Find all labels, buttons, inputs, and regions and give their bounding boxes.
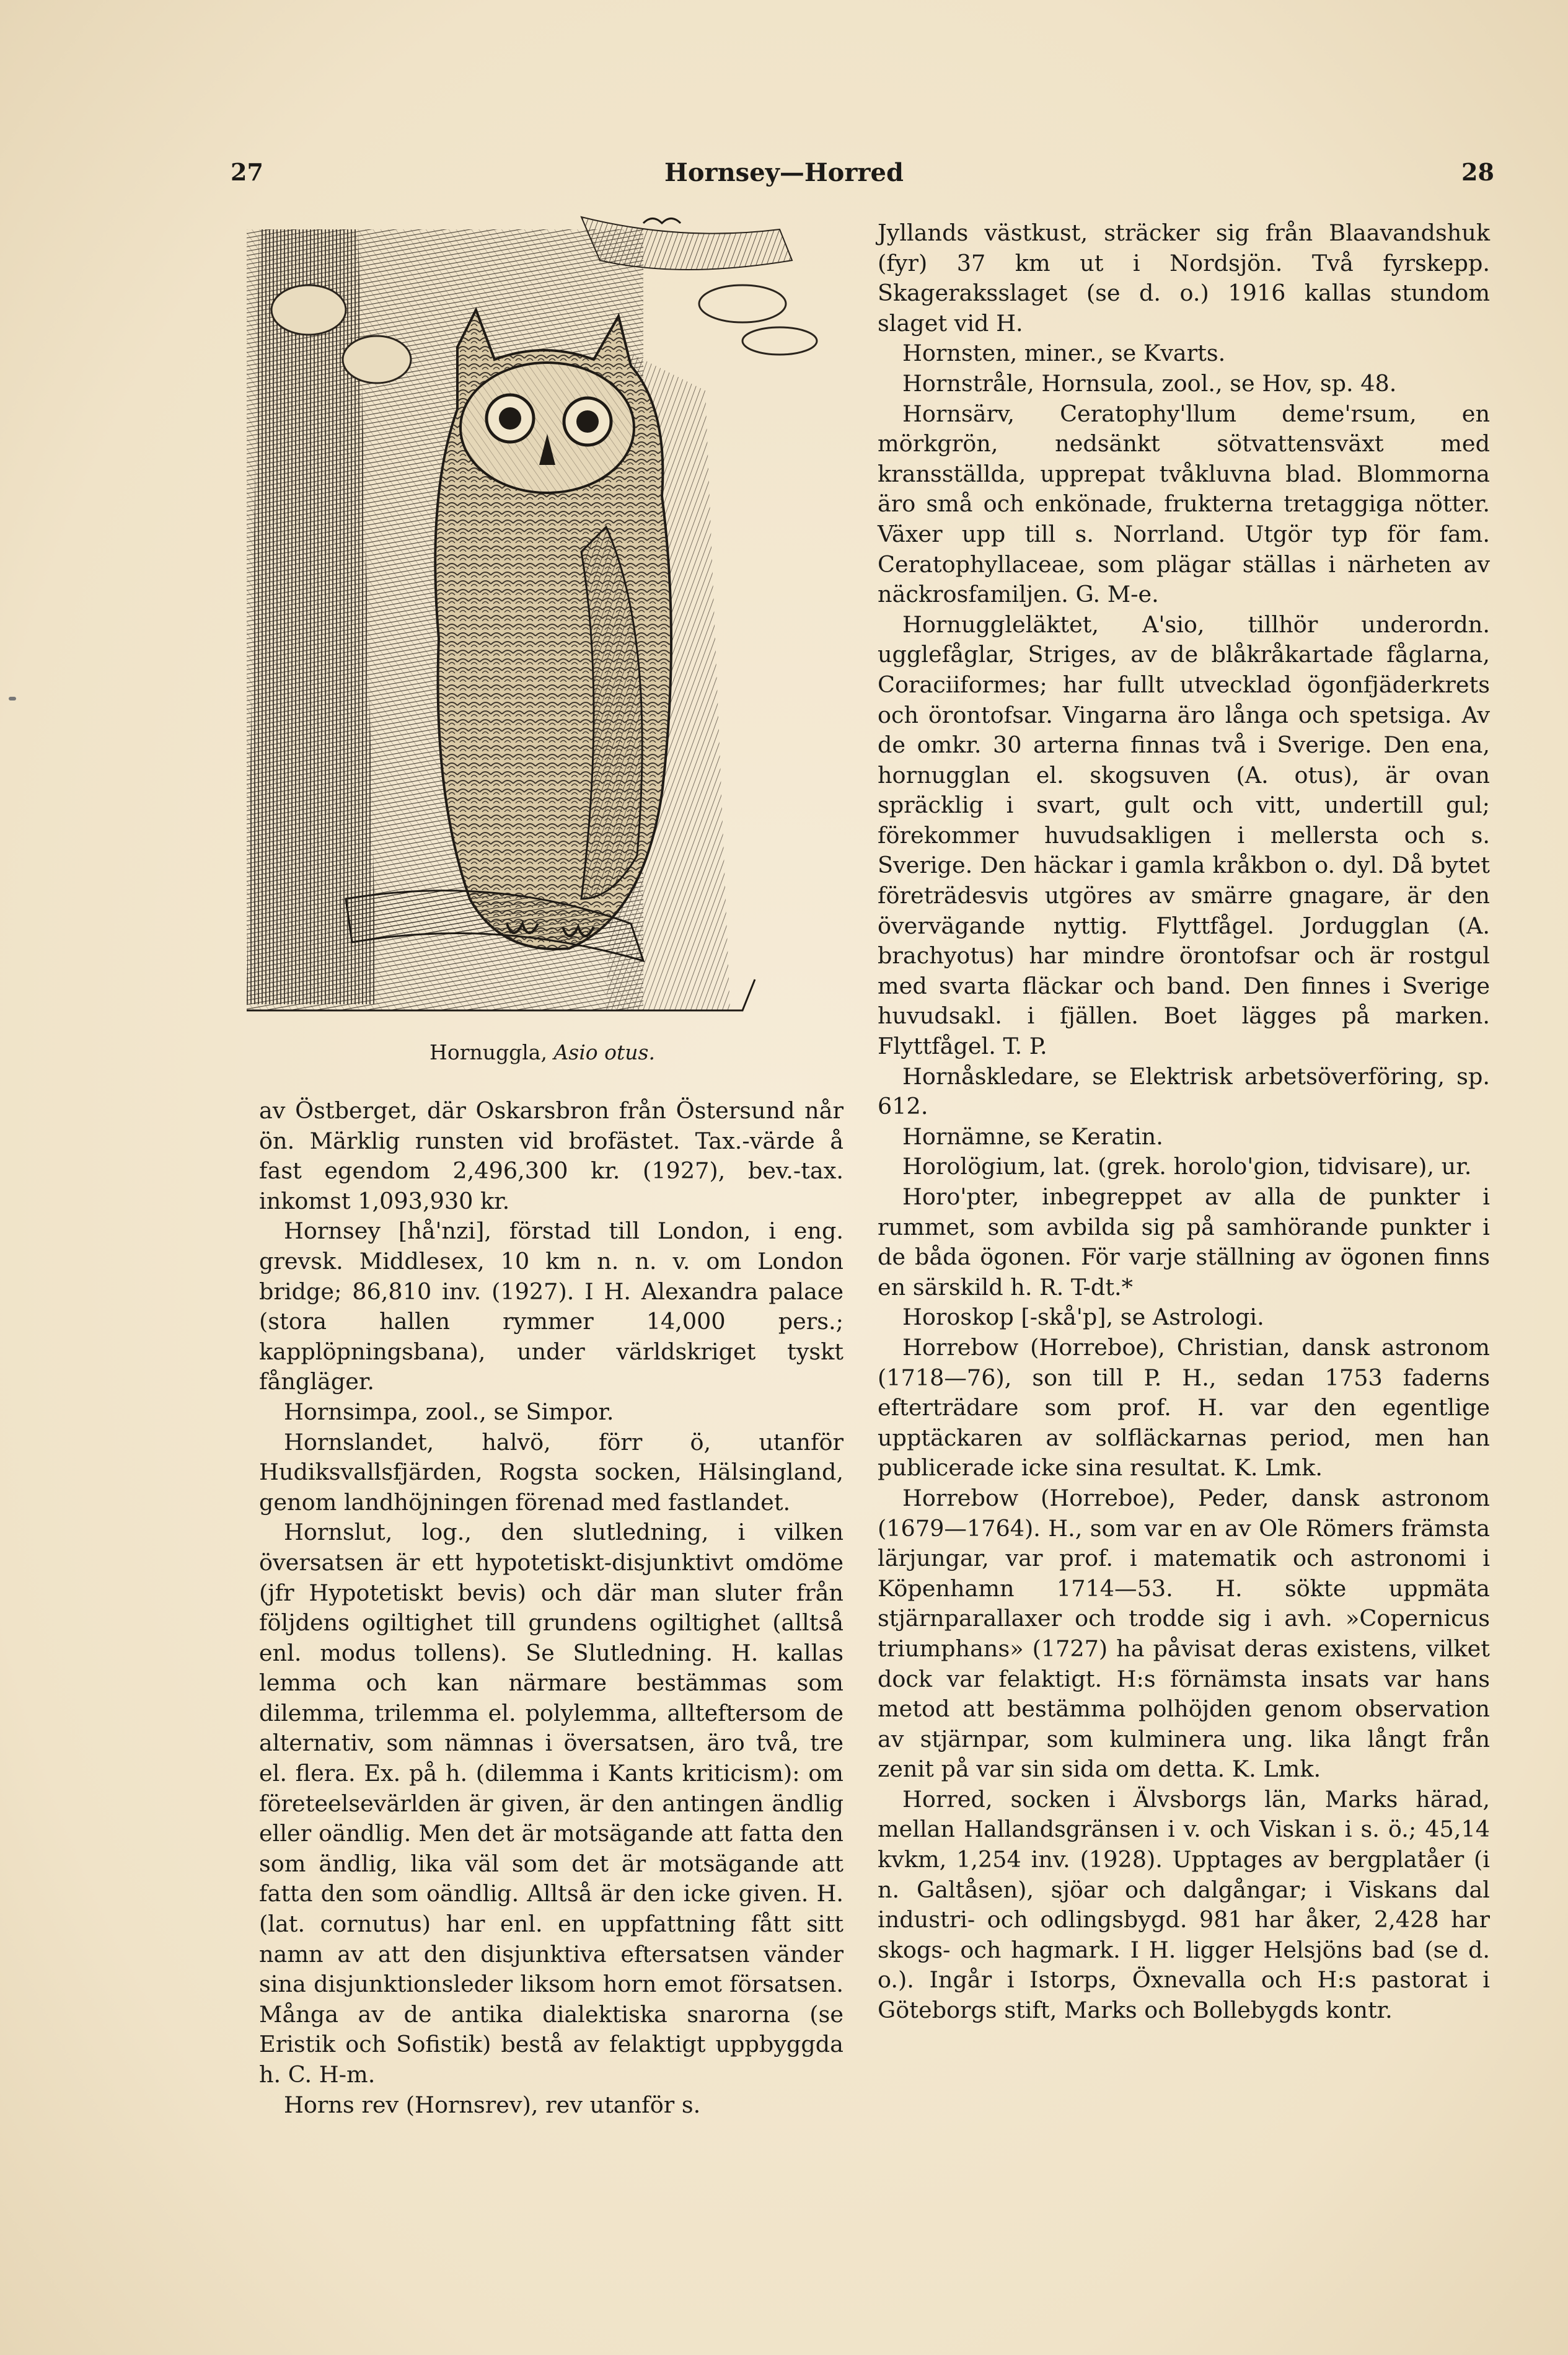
right-column — [878, 218, 1490, 2026]
entry-hornsimpa: Hornsimpa, zool., se Simpor. — [284, 1398, 614, 1425]
caption-latin: Asio otus. — [553, 1040, 655, 1064]
entry-hornslut: Hornslut, log., den slutledning, i vilken översatsen är ett hypotetiskt-disjunktivt omdöme (jfr Hypotetiskt bevis) och där man sluter från följdens ogiltighet till grundens ogiltighet (alltså enl. modus tollens). Se Slutledning. H. kallas lemma och kan närmare bestämmas som dilemma, trilemma el. polylemma, allteftersom de alternativ, som nämnas i översatsen, äro två, tre el. flera. Ex. på h. (dilemma i Kants kriticism): om företeelsevärlden är given, är den antingen ändlig eller oändlig. Men det är motsägande att fatta den som ändlig, lika väl som det är motsägande att fatta den som oändlig. Alltså är den icke given. H. (lat. cornutus) har enl. en uppfattning fått sitt namn av att den disjunktiva eftersatsen vänder sina disjunktionsleder liksom horn emot försatsen. Många av de antika dialektiska snarorna (se Eristik och Sofistik) bestå av felaktigt uppbyggda h. C. H-m. — [259, 1519, 843, 2088]
entry-horns-rev: Horns rev (Hornsrev), rev utanför s. — [284, 2091, 701, 2118]
entry-horologium: Horolögium, lat. (grek. horolo'gion, tidvisare), ur. — [902, 1153, 1472, 1180]
entry-hornstrale: Hornstråle, Hornsula, zool., se Hov, sp. 48. — [902, 369, 1397, 397]
entry-horns-rev-continuation: Jyllands västkust, sträcker sig från Blaavandshuk (fyr) 37 km ut i Nordsjön. Två fyrskepp. Skageraksslaget (se d. o.) 1916 kallas stundom slaget vid H. — [878, 219, 1490, 337]
entry-hornamne: Hornämne, se Keratin. — [902, 1123, 1163, 1150]
entry-hornuggleslaktet: Hornuggleläktet, A'sio, tillhör underordn. ugglefåglar, Striges, av de blåkråkartade fåglarna, Coraciiformes; har fullt utvecklad ögonfjäderkrets och örontofsar. Vingarna äro långa och spetsiga. Av de omkr. 30 arterna finnas två i Sverige. Den ena, hornugglan el. skogsuven (A. otus), är ovan spräcklig i svart, gult och vitt, undertill gul; förekommer huvudsakligen i mellersta och s. Sverige. Den häckar i gamla kråkbon o. dyl. Då bytet företrädesvis utgöres av smärre gnagare, är den övervägande nyttig. Flyttfågel. Jordugglan (A. brachyotus) har mindre örontofsar och är rostgul med svarta fläckar och band. Den finnes i Sverige huvudsakl. i fjällen. Boet lägges på marken. Flyttfågel. T. P. — [878, 611, 1490, 1060]
entry-horrebow-christian: Horrebow (Horreboe), Christian, dansk astronom (1718—76), son till P. H., sedan 1753 faderns efterträdare som prof. H. var den egentlige upptäckaren av solfläckarnas period, men han publicerade icke sina resultat. K. Lmk. — [878, 1333, 1490, 1482]
entry-hornslandet: Hornslandet, halvö, förr ö, utanför Hudiksvallsfjärden, Rogsta socken, Hälsingland, genom landhöjningen förenad med fastlandet. — [259, 1428, 843, 1516]
entry-hornaskledare: Hornåskledare, se Elektrisk arbetsöverföring, sp. 612. — [878, 1063, 1490, 1120]
left-column — [259, 1096, 843, 2120]
entry-hornsey: Hornsey [hå'nzi], förstad till London, i eng. grevsk. Middlesex, 10 km n. n. v. om London bridge; 86,810 inv. (1927). I H. Alexandra palace (stora hallen rymmer 14,000 pers.; kapplöpningsbana), under världskriget tyskt fångläger. — [259, 1217, 843, 1395]
page-number-right: 28 — [1461, 158, 1494, 186]
figure-caption — [236, 1040, 849, 1064]
page-title: Hornsey—Horred — [664, 158, 904, 187]
entry-horoskop: Horoskop [-skå'p], se Astrologi. — [902, 1304, 1264, 1331]
paper-speck — [9, 697, 16, 700]
entry-ostberget-continuation: av Östberget, där Oskarsbron från Östersund når ön. Märklig runsten vid brofästet. Tax.-värde å fast egendom 2,496,300 kr. (1927), bev.-tax. inkomst 1,093,930 kr. — [259, 1097, 843, 1214]
entry-horred: Horred, socken i Älvsborgs län, Marks härad, mellan Hallandsgränsen i v. och Viskan i s. ö.; 45,14 kvkm, 1,254 inv. (1928). Upptages av bergplatåer (i n. Galtåsen), sjöar och dalgångar; i Viskans dal industri- och odlingsbygd. 981 har åker, 2,428 har skogs- och hagmark. I H. ligger Helsjöns bad (se d. o.). Ingår i Istorps, Öxnevalla och H:s pastorat i Göteborgs stift, Marks och Bollebygds kontr. — [878, 1785, 1490, 2024]
entry-horrebow-peder: Horrebow (Horreboe), Peder, dansk astronom (1679—1764). H., som var en av Ole Römers främsta lärjungar, var prof. i matematik och astronomi i Köpenhamn 1714—53. H. sökte uppmäta stjärnparallaxer och trodde sig i avh. »Copernicus triumphans» (1727) ha påvisat deras existens, vilket dock var felaktigt. H:s förnämsta insats var hans metod att bestämma polhöjden genom observation av stjärnpar, som kulminera ung. lika långt från zenit på var sin sida om detta. K. Lmk. — [878, 1484, 1490, 1783]
entry-horopter: Horo'pter, inbegreppet av alla de punkter i rummet, som avbilda sig på samhörande punkter i de båda ögonen. För varje ställning av ögonen finns en särskild h. R. T-dt.* — [878, 1183, 1490, 1301]
page-number-left: 27 — [231, 158, 263, 186]
entry-hornsarv: Hornsärv, Ceratophy'llum deme'rsum, en mörkgrön, nedsänkt sötvattensväxt med kransställda, upprepat tvåkluvna blad. Blommorna äro små och enkönade, frukterna tretaggiga nötter. Växer upp till s. Norrland. Utgör typ för fam. Ceratophyllaceae, som plägar ställas i närheten av näckrosfamiljen. G. M-e. — [878, 400, 1490, 608]
caption-prefix: Hornuggla, — [429, 1040, 547, 1064]
entry-hornsten: Hornsten, miner., se Kvarts. — [902, 340, 1226, 367]
owl-illustration — [234, 205, 854, 1035]
